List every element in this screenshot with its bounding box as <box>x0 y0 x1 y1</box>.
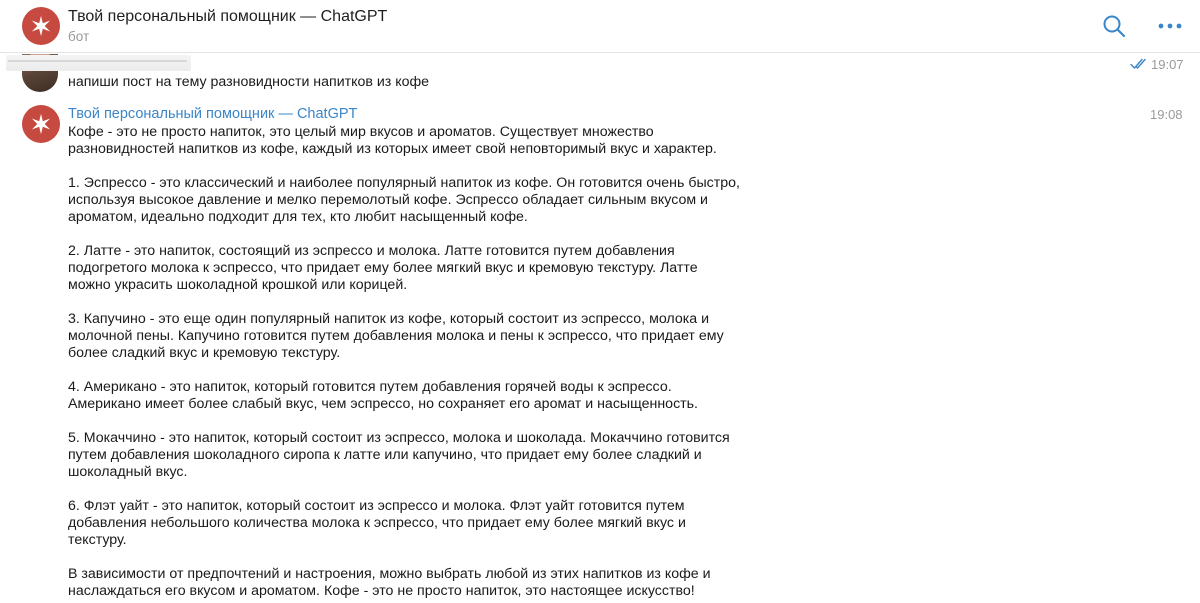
user-message-time: 19:07 <box>1151 57 1184 72</box>
message-paragraph: 3. Капучино - это еще один популярный напиток из кофе, который состоит из эспрессо, молока и молочной пены. Капучино готовится путем добавления молока и пены к эспрессо, что придает ему более сладкий вкус и кремовую текстуру. <box>68 311 724 361</box>
star-icon <box>30 113 52 135</box>
message-paragraph: В зависимости от предпочтений и настроения, можно выбрать любой из этих напитков из кофе и наслаждаться его вкусом и ароматом. Кофе - это не просто напиток, это настоящее искусство! <box>68 566 711 599</box>
message-list[interactable] <box>0 53 1200 603</box>
search-icon <box>1102 14 1126 38</box>
chat-title[interactable]: Твой персональный помощник — ChatGPT <box>68 8 388 25</box>
bot-message-body <box>68 124 788 603</box>
bot-avatar[interactable] <box>22 7 60 45</box>
message-paragraph: 2. Латте - это напиток, состоящий из эспрессо и молока. Латте готовится путем добавления подогретого молока к эспрессо, что придает ему более мягкий вкус и кремовую текстуру. Латте можно украсить шоколадной крошкой или корицей. <box>68 243 698 293</box>
message-paragraph: 6. Флэт уайт - это напиток, который состоит из эспрессо и молока. Флэт уайт готовится путем добавления небольшого количества молока к эспрессо, что придает ему более мягкий вкус и текстуру. <box>68 498 686 548</box>
double-check-icon <box>1130 57 1148 71</box>
message-paragraph: 1. Эспрессо - это классический и наиболее популярный напиток из кофе. Он готовится очень быстро, используя высокое давление и мелко перемолотый кофе. Эспрессо обладает сильным вкусом и ароматом, идеально подходит для тех, кто любит насыщенный кофе. <box>68 175 740 225</box>
message-paragraph: 5. Мокаччино - это напиток, который состоит из эспрессо, молока и шоколада. Мокаччино готовится путем добавления шоколадного сиропа к латте или капучино, что придает ему более сладкий и шоколадный вкус. <box>68 430 730 480</box>
bot-sender-name[interactable]: Твой персональный помощник — ChatGPT <box>68 106 358 122</box>
bot-message-time: 19:08 <box>1150 107 1183 122</box>
chat-header <box>0 0 1200 53</box>
message-paragraph: 4. Американо - это напиток, который готовится путем добавления горячей воды к эспрессо. Американо имеет более слабый вкус, чем эспрессо, но сохраняет его аромат и насыщенность. <box>68 379 698 412</box>
search-button[interactable] <box>1100 12 1128 40</box>
more-horizontal-icon <box>1157 22 1183 30</box>
message-paragraph: Кофе - это не просто напиток, это целый мир вкусов и ароматов. Существует множество разновидностей напитков из кофе, каждый из которых имеет свой неповторимый вкус и характер. <box>68 124 717 157</box>
user-message-text: напиши пост на тему разновидности напитков из кофе <box>68 74 430 90</box>
bot-message-avatar[interactable] <box>22 105 60 143</box>
star-icon <box>30 15 52 37</box>
more-options-button[interactable] <box>1156 12 1184 40</box>
chat-subtitle: бот <box>68 29 90 44</box>
redacted-sender-name <box>6 55 191 71</box>
